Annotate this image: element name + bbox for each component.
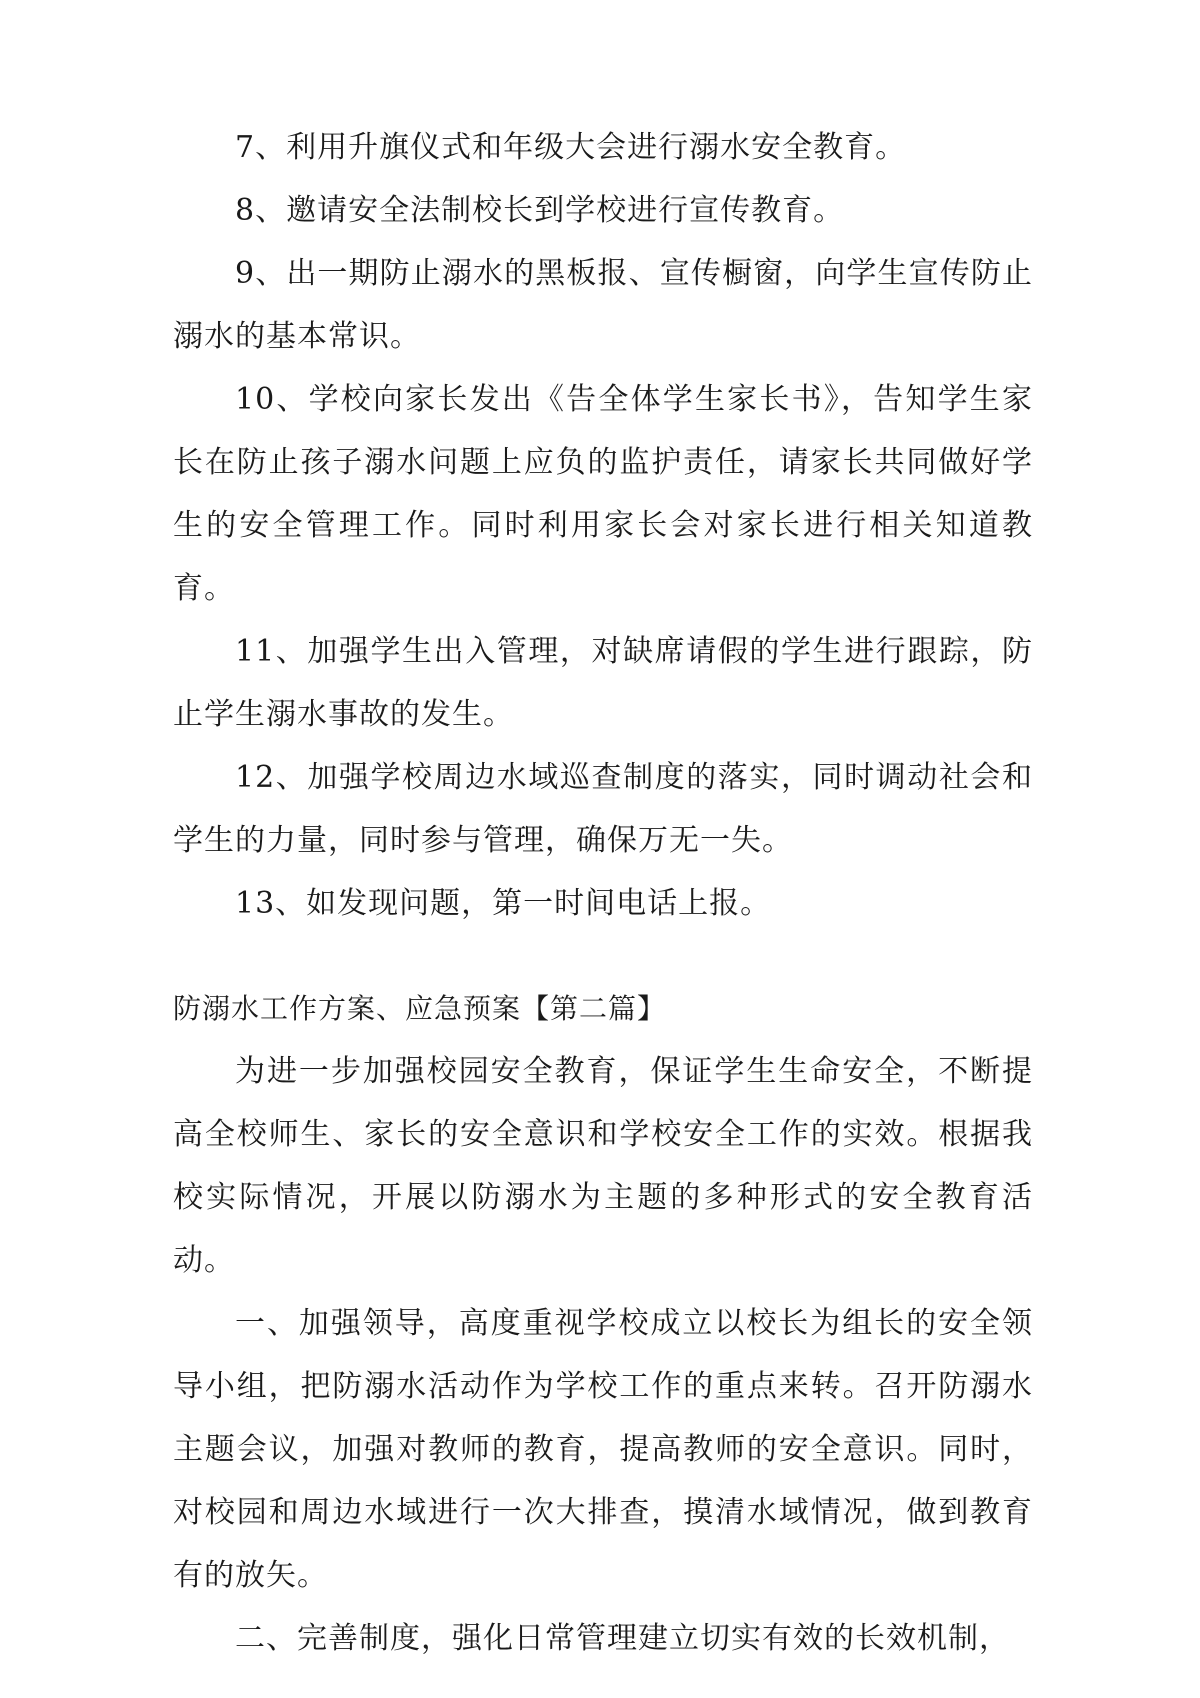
paragraph-intro: 为进一步加强校园安全教育，保证学生生命安全，不断提高全校师生、家长的安全意识和学校安全工作的实效。根据我校实际情况，开展以防溺水为主题的多种形式的安全教育活动。	[173, 1054, 1033, 1278]
paragraph-item-8: 8、邀请安全法制校长到学校进行宣传教育。	[235, 193, 845, 228]
paragraph-item-11: 11、加强学生出入管理，对缺席请假的学生进行跟踪，防止学生溺水事故的发生。	[173, 634, 1033, 732]
paragraph-item-9: 9、出一期防止溺水的黑板报、宣传橱窗，向学生宣传防止溺水的基本常识。	[173, 256, 1033, 354]
paragraph-section-two: 二、完善制度，强化日常管理建立切实有效的长效机制，	[235, 1621, 1010, 1656]
paragraph-item-7: 7、利用升旗仪式和年级大会进行溺水安全教育。	[235, 130, 907, 165]
paragraph-item-13: 13、如发现问题，第一时间电话上报。	[235, 886, 772, 921]
section-title: 防溺水工作方案、应急预案【第二篇】	[173, 992, 667, 1025]
paragraph-item-10: 10、学校向家长发出《告全体学生家长书》，告知学生家长在防止孩子溺水问题上应负的监护责任，请家长共同做好学生的安全管理工作。同时利用家长会对家长进行相关知道教育。	[173, 382, 1033, 606]
paragraph-item-12: 12、加强学校周边水域巡查制度的落实，同时调动社会和学生的力量，同时参与管理，确保万无一失。	[173, 760, 1033, 858]
paragraph-section-one: 一、加强领导，高度重视学校成立以校长为组长的安全领导小组，把防溺水活动作为学校工作的重点来转。召开防溺水主题会议，加强对教师的教育，提高教师的安全意识。同时，对校园和周边水域进行一次大排查，摸清水域情况，做到教育有的放矢。	[173, 1306, 1033, 1593]
document-body	[173, 116, 1033, 1670]
